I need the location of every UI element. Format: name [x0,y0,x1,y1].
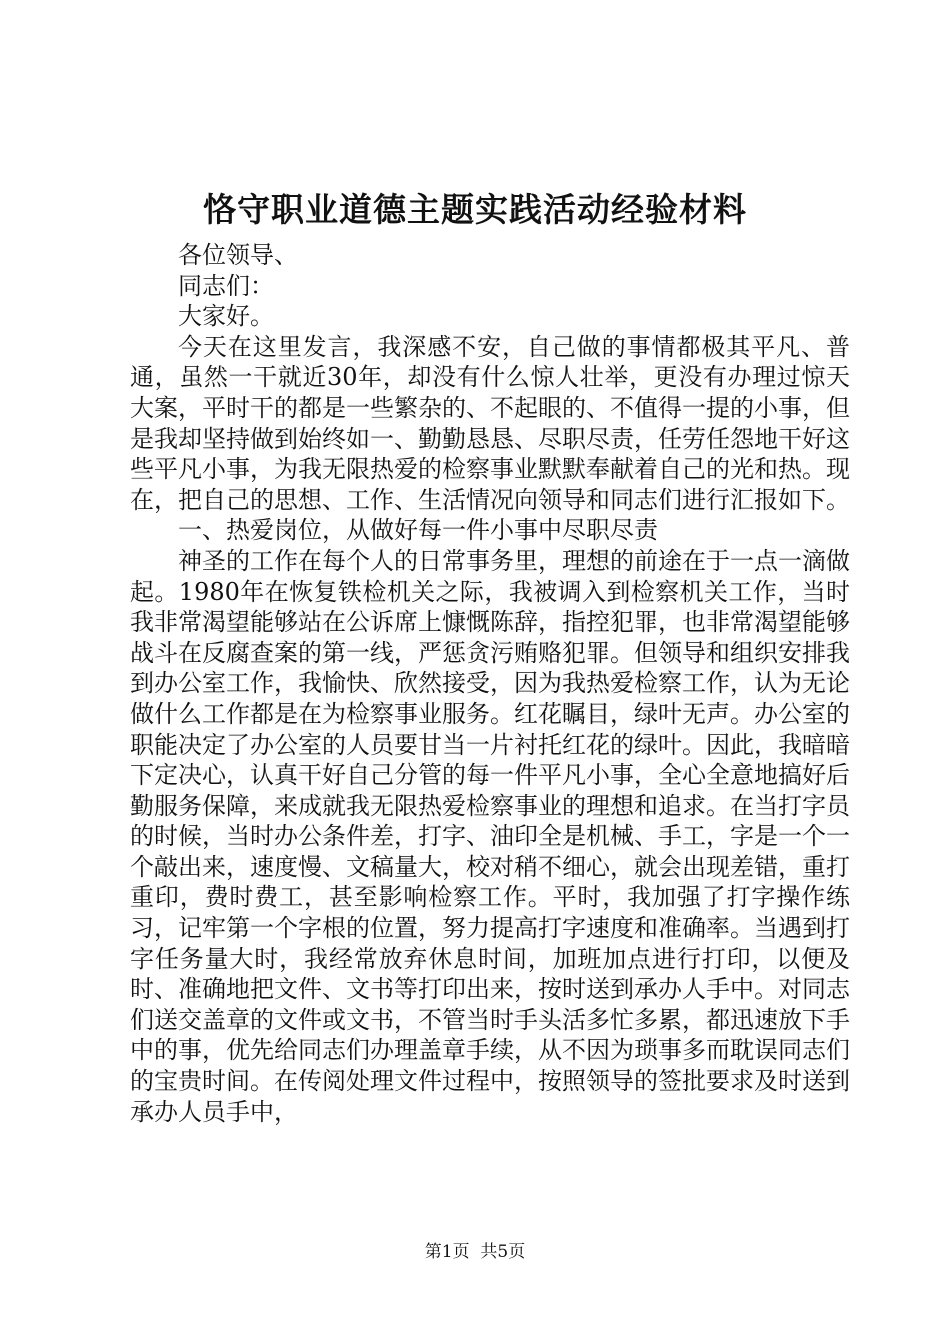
salutation-comrades: 同志们： [178,271,274,300]
greeting: 大家好。 [178,302,274,331]
body-paragraph: 神圣的工作在每个人的日常事务里，理想的前途在于一点一滴做起。1980年在恢复铁检机关之际，我被调入到检察机关工作，当时我非常渴望能够站在公诉席上慷慨陈辞，指控犯罪，也非常渴望能够战斗在反腐查案的第一线，严惩贪污贿赂犯罪。但领导和组织安排我到办公室工作，我愉快、欣然接受，因为我热爱检察工作，认为无论做什么工作都是在为检察事业服务。红花瞩目，绿叶无声。办公室的职能决定了办公室的人员要甘当一片衬托红花的绿叶。因此，我暗暗下定决心，认真干好自己分管的每一件平凡小事，全心全意地搞好后勤服务保障，来成就我无限热爱检察事业的理想和追求。在当打字员的时候，当时办公条件差，打字、油印全是机械、手工，字是一个一个敲出来，速度慢、文稿量大，校对稍不细心，就会出现差错，重打重印，费时费工，甚至影响检察工作。平时，我加强了打字操作练习，记牢第一个字根的位置，努力提高打字速度和准确率。当遇到打字任务量大时，我经常放弃休息时间，加班加点进行打印，以便及时、准确地把文件、文书等打印出来，按时送到承办人手中。对同志们送交盖章的文件或文书，不管当时手头活多忙多累，都迅速放下手中的事，优先给同志们办理盖章手续，从不因为琐事多而耽误同志们的宝贵时间。在传阅处理文件过程中，按照领导的签批要求及时送到承办人员手中， [130,546,850,1126]
document-body [130,240,850,1127]
salutation-leaders: 各位领导、 [178,241,298,269]
body-paragraph: 今天在这里发言，我深感不安，自己做的事情都极其平凡、普通，虽然一干就近30年，却没有什么惊人壮举，更没有办理过惊天大案，平时干的都是一些繁杂的、不起眼的、不值得一提的小事，但是我却坚持做到始终如一、勤勤恳恳、尽职尽责，任劳任怨地干好这些平凡小事，为我无限热爱的检察事业默默奉献着自己的光和热。现在，把自己的思想、工作、生活情况向领导和同志们进行汇报如下。 [130,332,850,514]
section-heading: 一、热爱岗位，从做好每一件小事中尽职尽责 [178,516,658,545]
page-number-footer: 第1页 共5页 [424,1242,526,1262]
document-title: 恪守职业道德主题实践活动经验材料 [203,190,747,229]
